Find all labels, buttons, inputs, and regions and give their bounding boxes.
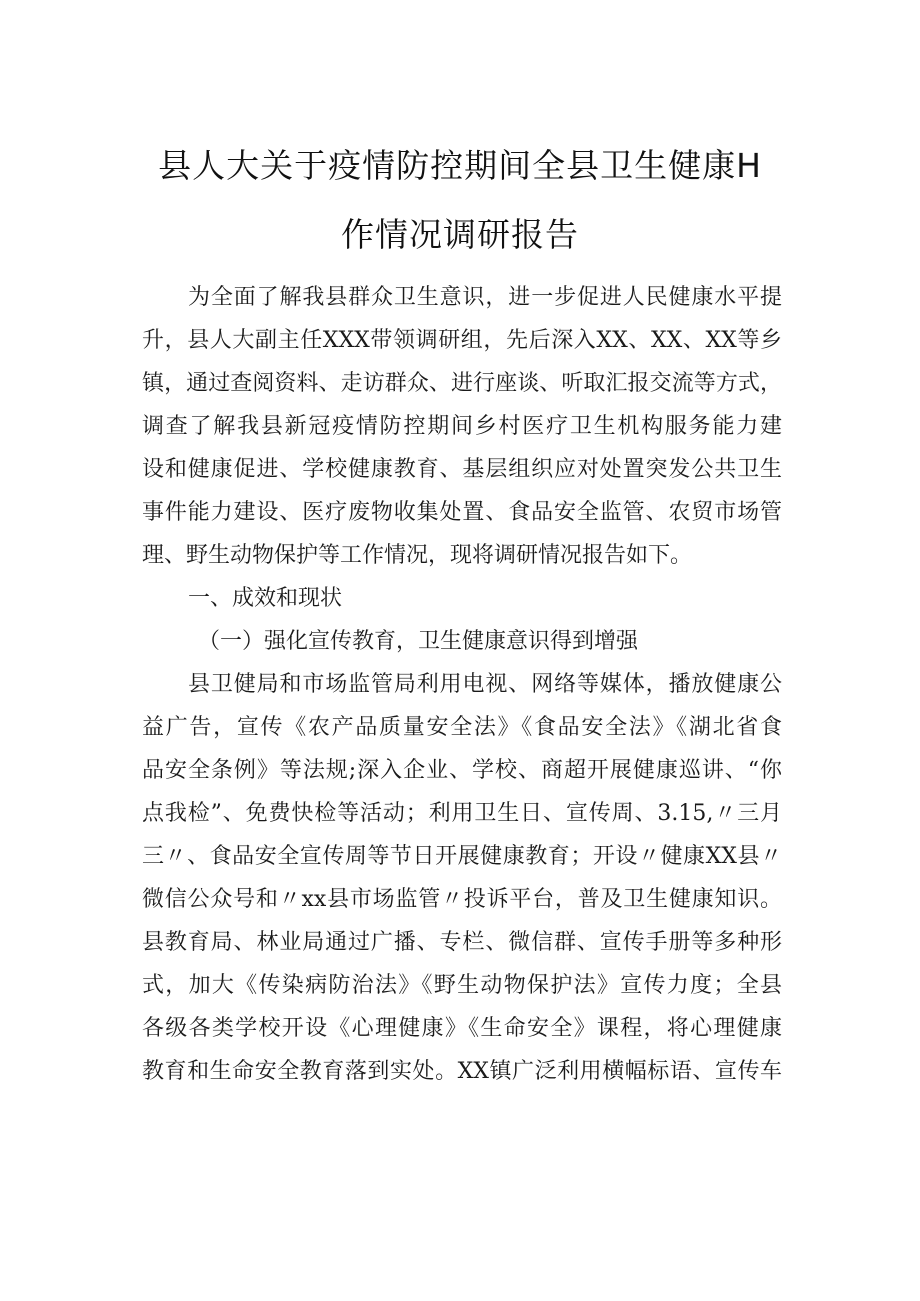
paragraph-2-line: 点我检”、免费快检等活动；利用卫生日、宣传周、3.15,〃三月 [142,801,782,826]
document-title-line-2: 作情况调研报告 [341,215,579,254]
section-1-heading: 一、成效和现状 [188,586,343,611]
document-title-line-1: 县人大关于疫情防控期间全县卫生健康H [158,146,762,185]
paragraph-2-line: 式，加大《传染病防治法》《野生动物保护法》宣传力度；全县 [142,973,782,998]
paragraph-1-line: 设和健康促进、学校健康教育、基层组织应对处置突发公共卫生 [142,457,782,482]
paragraph-2-line: 益广告，宣传《农产品质量安全法》《食品安全法》《湖北省食 [142,715,782,740]
paragraph-1-line: 调查了解我县新冠疫情防控期间乡村医疗卫生机构服务能力建 [142,414,782,439]
paragraph-1-line: 为全面了解我县群众卫生意识，进一步促进人民健康水平提 [188,285,782,310]
paragraph-2-line: 微信公众号和〃xx县市场监管〃投诉平台，普及卫生健康知识。 [142,887,782,912]
paragraph-2-line: 县卫健局和市场监管局利用电视、网络等媒体，播放健康公 [188,672,782,697]
paragraph-2-line: 教育和生命安全教育落到实处。XX镇广泛利用横幅标语、宣传车 [142,1059,782,1084]
paragraph-2-line: 品安全条例》等法规;深入企业、学校、商超开展健康巡讲、“你 [142,758,782,783]
paragraph-1-line: 镇，通过查阅资料、走访群众、进行座谈、听取汇报交流等方式， [142,371,782,396]
subsection-1-heading: （一）强化宣传教育，卫生健康意识得到增强 [198,629,639,654]
paragraph-1-line: 事件能力建设、医疗废物收集处置、食品安全监管、农贸市场管 [142,500,782,525]
paragraph-2-line: 三〃、食品安全宣传周等节日开展健康教育；开设〃健康XX县〃 [142,844,782,869]
paragraph-1-line: 升，县人大副主任XXX带领调研组，先后深入XX、XX、XX等乡 [142,328,782,353]
paragraph-1-line: 理、野生动物保护等工作情况，现将调研情况报告如下。 [142,543,693,568]
paragraph-2-line: 各级各类学校开设《心理健康》《生命安全》课程，将心理健康 [142,1016,782,1041]
paragraph-2-line: 县教育局、林业局通过广播、专栏、微信群、宣传手册等多种形 [142,930,782,955]
